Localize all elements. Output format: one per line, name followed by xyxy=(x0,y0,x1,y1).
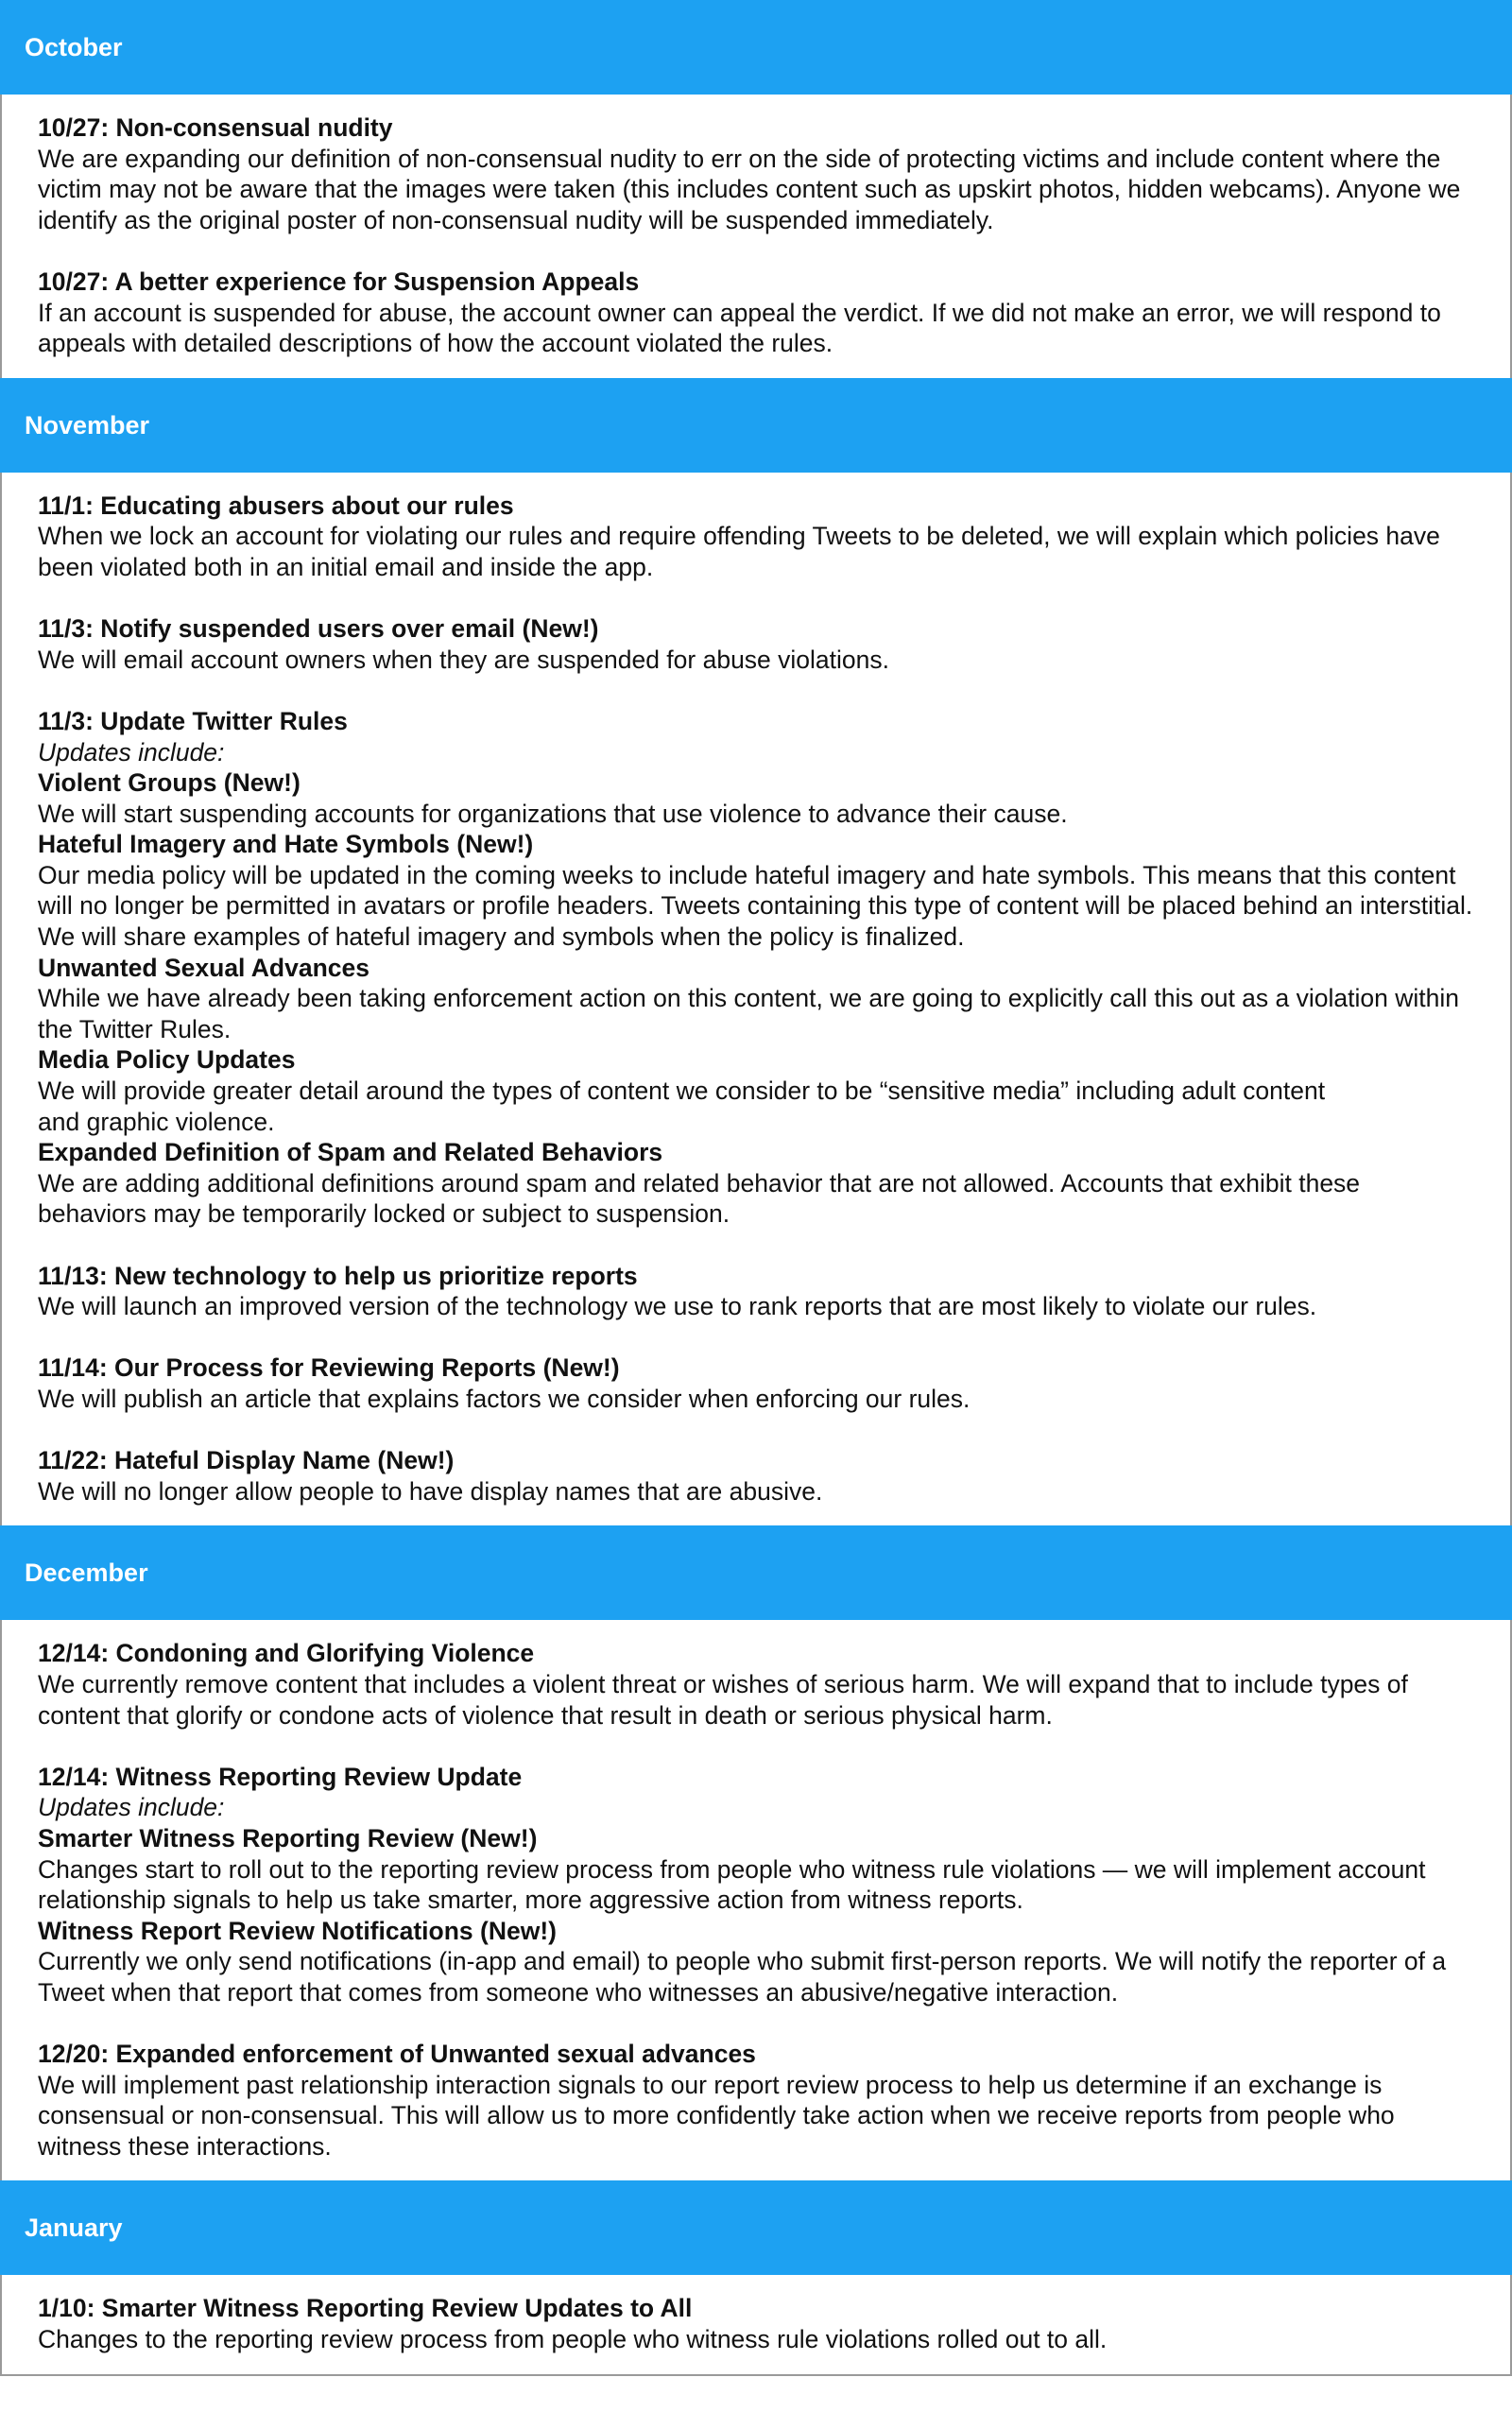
month-body xyxy=(0,2275,1512,2375)
month-body xyxy=(0,473,1512,1526)
item-title: 11/22: Hateful Display Name (New!) xyxy=(38,1446,455,1475)
month-header: November xyxy=(0,378,1512,473)
list-item xyxy=(38,2293,1474,2354)
item-title: 1/10: Smarter Witness Reporting Review Updates to All xyxy=(38,2294,693,2323)
month-header: January xyxy=(0,2180,1512,2275)
month-section-october xyxy=(0,0,1512,378)
item-title: 11/13: New technology to help us prioritize reports xyxy=(38,1261,638,1290)
item-text: We will launch an improved version of the technology we use to rank reports that are most likely to violate our rules. xyxy=(38,1292,1317,1321)
item-text: We currently remove content that includes a violent threat or wishes of serious harm. We will expand that to include types of content that glorify or condone acts of violence that result in death or serious physical harm. xyxy=(38,1669,1408,1730)
list-item xyxy=(38,267,1474,359)
list-item xyxy=(38,1638,1474,1731)
item-title: 11/14: Our Process for Reviewing Reports (New!) xyxy=(38,1353,620,1383)
subitem-title: Expanded Definition of Spam and Related Behaviors xyxy=(38,1138,663,1167)
subitem-text: Our media policy will be updated in the coming weeks to include hateful imagery and hate symbols. This means that this content will no longer be permitted in avatars or profile headers. Tweets containing this type of content will be placed behind an interstitial. We will share examples of hateful imagery and symbols when the policy is finalized. xyxy=(38,860,1473,952)
list-item xyxy=(38,1352,1474,1414)
list-item xyxy=(38,112,1474,235)
list-item xyxy=(38,1261,1474,1322)
month-body xyxy=(0,95,1512,378)
month-section-november xyxy=(0,378,1512,1526)
month-header: October xyxy=(0,0,1512,95)
subitem-title: Witness Report Review Notifications (New!) xyxy=(38,1916,557,1945)
month-body xyxy=(0,1620,1512,2180)
list-item xyxy=(38,1445,1474,1507)
subitem-text: We will provide greater detail around the types of content we consider to be “sensitive media” including adult content and graphic violence. xyxy=(38,1077,1326,1136)
item-text: We will email account owners when they are suspended for abuse violations. xyxy=(38,645,889,674)
item-intro: Updates include: xyxy=(38,737,225,767)
subitem-title: Smarter Witness Reporting Review (New!) xyxy=(38,1823,538,1852)
item-title: 11/1: Educating abusers about our rules xyxy=(38,491,514,520)
item-intro: Updates include: xyxy=(38,1793,225,1822)
list-item xyxy=(38,706,1474,1230)
month-section-january xyxy=(0,2180,1512,2375)
item-title: 11/3: Notify suspended users over email (New!) xyxy=(38,614,599,644)
item-text: We will publish an article that explains factors we consider when enforcing our rules. xyxy=(38,1384,971,1413)
list-item xyxy=(38,1762,1474,2008)
item-text: Changes to the reporting review process from people who witness rule violations rolled out to all. xyxy=(38,2325,1108,2354)
item-title: 11/3: Update Twitter Rules xyxy=(38,706,348,735)
subitem-text: Currently we only send notifications (in-app and email) to people who submit first-person reports. We will notify the reporter of a Tweet when that report that comes from someone who witnesses an abusive/negative interaction. xyxy=(38,1947,1447,2007)
subitem-title: Hateful Imagery and Hate Symbols (New!) xyxy=(38,830,534,859)
list-item xyxy=(38,613,1474,675)
item-title: 12/20: Expanded enforcement of Unwanted sexual advances xyxy=(38,2040,756,2069)
subitem-text: We are adding additional definitions around spam and related behavior that are not allowed. Accounts that exhibit these behaviors may be temporarily locked or subject to suspension. xyxy=(38,1168,1361,1229)
item-title: 10/27: A better experience for Suspension Appeals xyxy=(38,267,640,296)
item-text: When we lock an account for violating our rules and require offending Tweets to be deleted, we will explain which policies have been violated both in an initial email and inside the app. xyxy=(38,522,1440,581)
item-text: We will no longer allow people to have display names that are abusive. xyxy=(38,1476,823,1506)
item-text: We are expanding our definition of non-consensual nudity to err on the side of protecting victims and include content where the victim may not be aware that the images were taken (this includes content such as upskirt photos, hidden webcams). Anyone we identify as the original poster of non-consensual nudity will be suspended immediately. xyxy=(38,144,1461,234)
subitem-text: We will start suspending accounts for organizations that use violence to advance their cause. xyxy=(38,799,1068,828)
subitem-title: Media Policy Updates xyxy=(38,1045,296,1075)
item-text: We will implement past relationship interaction signals to our report review process to help us determine if an exchange is consensual or non-consensual. This will allow us to more confidently take action when we receive reports from people who witness these interactions. xyxy=(38,2070,1395,2161)
item-title: 12/14: Witness Reporting Review Update xyxy=(38,1762,523,1791)
subitem-text: Changes start to roll out to the reporting review process from people who witness rule violations — we will implement account relationship signals to help us take smarter, more aggressive action from witness reports. xyxy=(38,1854,1426,1915)
list-item xyxy=(38,2039,1474,2162)
subitem-title: Unwanted Sexual Advances xyxy=(38,953,369,982)
list-item xyxy=(38,491,1474,583)
month-header: December xyxy=(0,1525,1512,1620)
item-text: If an account is suspended for abuse, the account owner can appeal the verdict. If we did not make an error, we will respond to appeals with detailed descriptions of how the account violated the rules. xyxy=(38,298,1441,358)
month-section-december xyxy=(0,1525,1512,2180)
item-title: 10/27: Non-consensual nudity xyxy=(38,113,393,142)
subitem-title: Violent Groups (New!) xyxy=(38,768,301,798)
subitem-text: While we have already been taking enforcement action on this content, we are going to explicitly call this out as a violation within the Twitter Rules. xyxy=(38,984,1459,1043)
item-title: 12/14: Condoning and Glorifying Violence xyxy=(38,1639,535,1668)
